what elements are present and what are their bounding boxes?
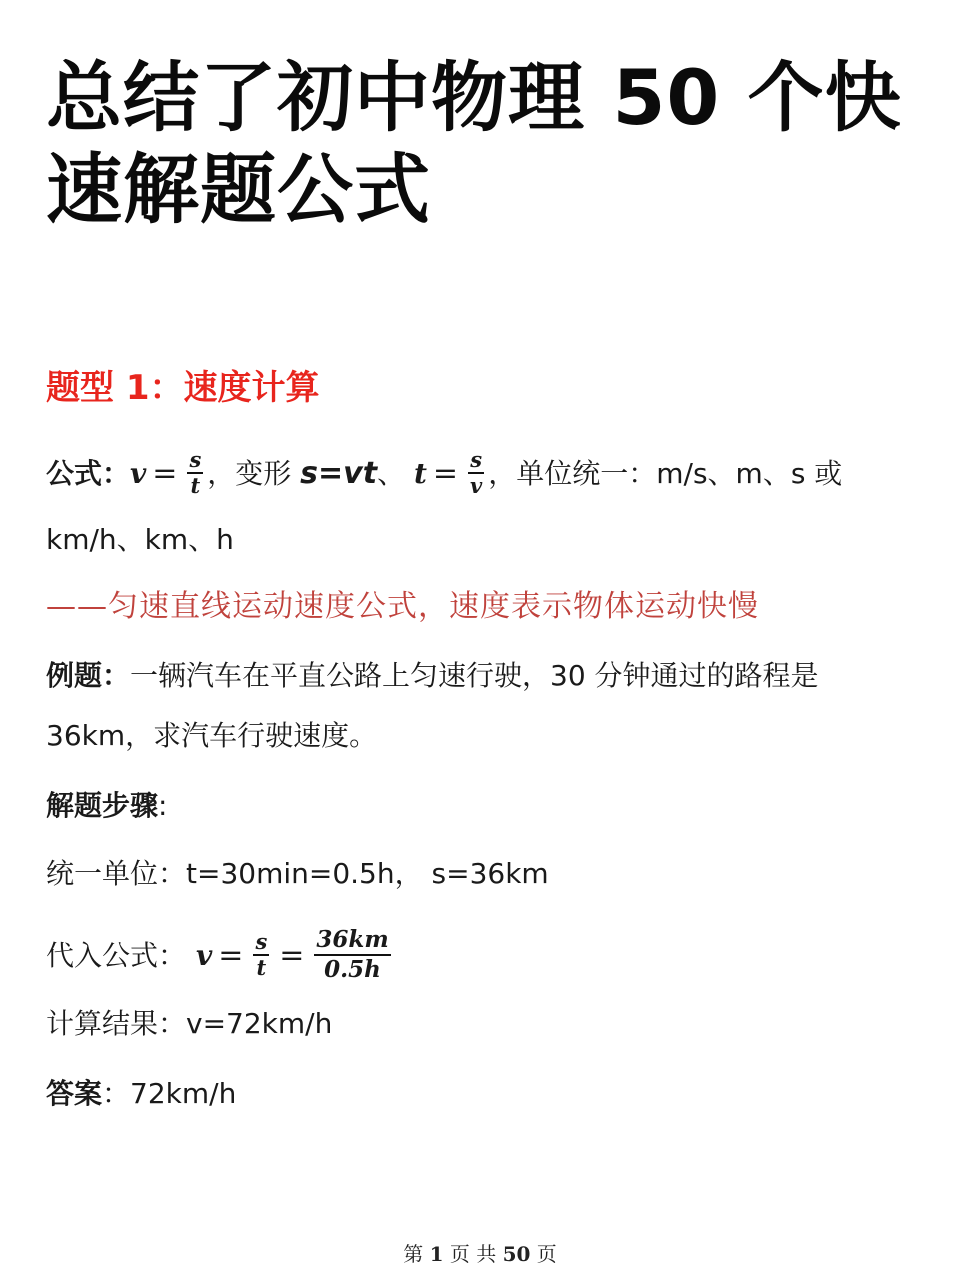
page-footer — [0, 1240, 960, 1268]
formula-transform-text: ，变形 — [207, 457, 301, 490]
footer-page-number: 1 — [429, 1242, 444, 1266]
fraction-numerator: s — [189, 447, 202, 472]
page-title — [46, 52, 926, 236]
steps-heading — [46, 784, 167, 828]
step-unify-value: t=30min=0.5h， s=36km — [186, 857, 549, 890]
answer-label: 答案 — [46, 1077, 103, 1110]
formula-eq: = — [152, 456, 178, 491]
step-unify-label: 统一单位： — [46, 857, 187, 890]
step-substitute — [46, 928, 395, 986]
step-unify — [46, 852, 549, 896]
formula-eq-2: = — [432, 456, 459, 491]
title-line-2: 速解题公式 — [46, 145, 431, 234]
step-result-label: 计算结果： — [46, 1007, 187, 1040]
answer-value: ：72km/h — [102, 1077, 237, 1110]
fraction-denominator: t — [256, 955, 267, 980]
steps-colon: : — [158, 789, 168, 822]
example-line-1 — [46, 654, 819, 698]
formula-svt: s=vt — [300, 456, 378, 491]
substitute-fraction-s-over-t — [253, 930, 269, 980]
formula-units: ，单位统一：m/s、m、s 或 — [488, 457, 843, 490]
formula-note: ——匀速直线运动速度公式，速度表示物体运动快慢 — [46, 589, 759, 624]
example-label: 例题： — [46, 659, 131, 692]
substitute-eq-2: = — [279, 938, 305, 973]
fraction-denominator: t — [190, 473, 201, 498]
fraction-numerator: 36km — [314, 926, 390, 956]
substitute-eq: = — [218, 938, 244, 973]
step-result-value: v=72km/h — [186, 1007, 333, 1040]
formula-line — [46, 447, 843, 500]
substitute-fraction-values — [314, 926, 390, 984]
formula-separator: 、 — [377, 457, 414, 490]
footer-total-pages: 50 — [502, 1242, 531, 1266]
example-line-2: 36km，求汽车行驶速度。 — [46, 719, 378, 752]
fraction-numerator: s — [470, 447, 483, 472]
steps-label: 解题步骤 — [46, 789, 159, 822]
section-heading: 题型 1：速度计算 — [46, 368, 320, 408]
formula-fraction-s-over-v — [468, 448, 484, 498]
formula-t: t — [413, 457, 427, 490]
fraction-denominator: 0.5h — [324, 956, 381, 983]
footer-middle: 页 共 — [443, 1242, 503, 1266]
answer-line — [46, 1072, 236, 1116]
formula-fraction-s-over-t — [187, 448, 203, 498]
example-text-1: 一辆汽车在平直公路上匀速行驶，30 分钟通过的路程是 — [130, 659, 819, 692]
footer-prefix: 第 — [403, 1242, 430, 1266]
step-substitute-label: 代入公式： — [46, 939, 187, 972]
formula-units-line-2: km/h、km、h — [46, 523, 234, 556]
formula-label: 公式： — [46, 457, 131, 490]
footer-suffix: 页 — [530, 1242, 557, 1266]
fraction-denominator: v — [470, 473, 483, 498]
step-result — [46, 1002, 332, 1046]
substitute-v: v — [196, 939, 213, 972]
title-line-1: 总结了初中物理 50 个快 — [46, 53, 902, 142]
formula-v: v — [130, 457, 147, 490]
fraction-numerator: s — [255, 929, 268, 954]
